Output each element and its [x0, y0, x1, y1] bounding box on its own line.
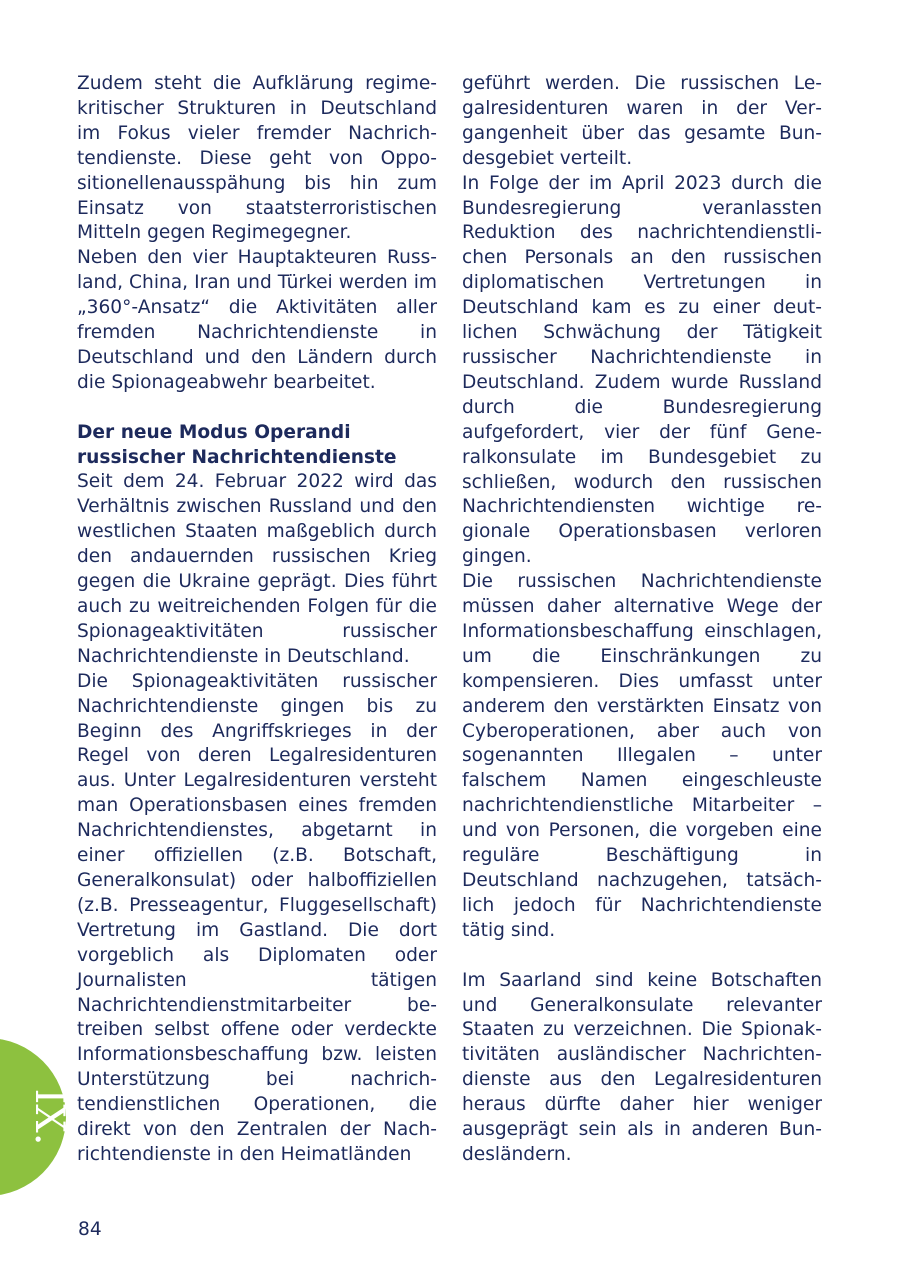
- chapter-label: IX.: [26, 1088, 72, 1146]
- paragraph-personnel-reduction: In Folge der im April 2023 durch die Bundesregierung veranlassten Reduktion des nachrichtendienstlichen Personals an den russischen diplomatischen Vertretungen in Deutschland kam es zu einer deutlichen Schwächung der Tätigkeit russischer Nachrichtendienste in Deutschland. Zudem wurde Russland durch die Bundesregierung aufgefordert, vier der fünf Generalkonsulate im Bundesgebiet zu schließen, wodurch den russischen Nachrichtendiensten wichtige regionale Operationsbasen verloren gingen.: [462, 172, 822, 568]
- paragraph-legal-residencies: Die Spionageaktivitäten russischer Nachrichtendienste gingen bis zu Beginn des Angriffskrieges in der Regel von deren Legalresidenturen aus. Unter Legalresidenturen versteht man Operationsbasen eines fremden Nachrichtendienstes, abgetarnt in einer offiziellen (z.B. Botschaft, Generalkonsulat) oder halboffiziellen (z.B. Presseagentur, Fluggesellschaft) Vertretung im Gastland. Die dort vorgeblich als Diplomaten oder Journalisten tätigen Nachrichtendienstmitarbeiter betreiben selbst offene oder verdeckte Informationsbeschaffung bzw. leisten Unterstützung bei nachrichtendienstlichen Operationen, die direkt von den Zentralen der Nachrichtendienste in den Heimatländen: [77, 670, 437, 1165]
- paragraph-residencies-distribution: geführt werden. Die russischen Legalresidenturen waren in der Vergangenheit über das gesamte Bundesgebiet verteilt.: [462, 73, 822, 169]
- left-column: [77, 72, 437, 1168]
- section-heading-line2: russischer Nachrichtendienste: [77, 446, 397, 468]
- section-heading-line1: Der neue Modus Operandi: [77, 421, 351, 443]
- right-column: [462, 72, 822, 1168]
- paragraph-regime-critics: Zudem steht die Aufklärung regimekritischer Strukturen in Deutschland im Fokus vieler fremder Nachrichtendienste. Diese geht von Oppositionellenausspähung bis hin zum Einsatz von staatsterroristischen Mitteln gegen Regimegegner.: [77, 73, 437, 244]
- paragraph-gap: [462, 944, 822, 969]
- section-heading: [77, 421, 437, 471]
- paragraph-war-context: Seit dem 24. Februar 2022 wird das Verhältnis zwischen Russland und den westlichen Staaten maßgeblich durch den andauernden russischen Krieg gegen die Ukraine geprägt. Dies führt auch zu weitreichenden Folgen für die Spionageaktivitäten russischer Nachrichtendienste in Deutschland.: [77, 471, 437, 667]
- paragraph-main-actors: Neben den vier Hauptakteuren Russland, China, Iran und Türkei werden im „360°-Ansatz“ die Aktivitäten aller fremden Nachrichtendienste in Deutschland und den Ländern durch die Spionageabwehr bearbeitet.: [77, 247, 437, 393]
- paragraph-alternative-methods: Die russischen Nachrichtendienste müssen daher alternative Wege der Informationsbeschaffung einschlagen, um die Einschränkungen zu kompensieren. Dies umfasst unter anderem den verstärkten Einsatz von Cyberoperationen, aber auch von sogenannten Illegalen – unter falschem Namen eingeschleuste nachrichtendienstliche Mitarbeiter – und von Personen, die vorgeben eine reguläre Beschäftigung in Deutschland nachzugehen, tatsächlich jedoch für Nachrichtendienste tätig sind.: [462, 571, 822, 941]
- paragraph-saarland: Im Saarland sind keine Botschaften und Generalkonsulate relevanter Staaten zu verzeichnen. Die Spionaktivitäten ausländischer Nachrichtendienste aus den Legalresidenturen heraus dürfte daher hier weniger ausgeprägt sein als in anderen Bundesländern.: [462, 969, 822, 1165]
- page-number: 84: [78, 1219, 102, 1240]
- paragraph-gap: [77, 396, 437, 421]
